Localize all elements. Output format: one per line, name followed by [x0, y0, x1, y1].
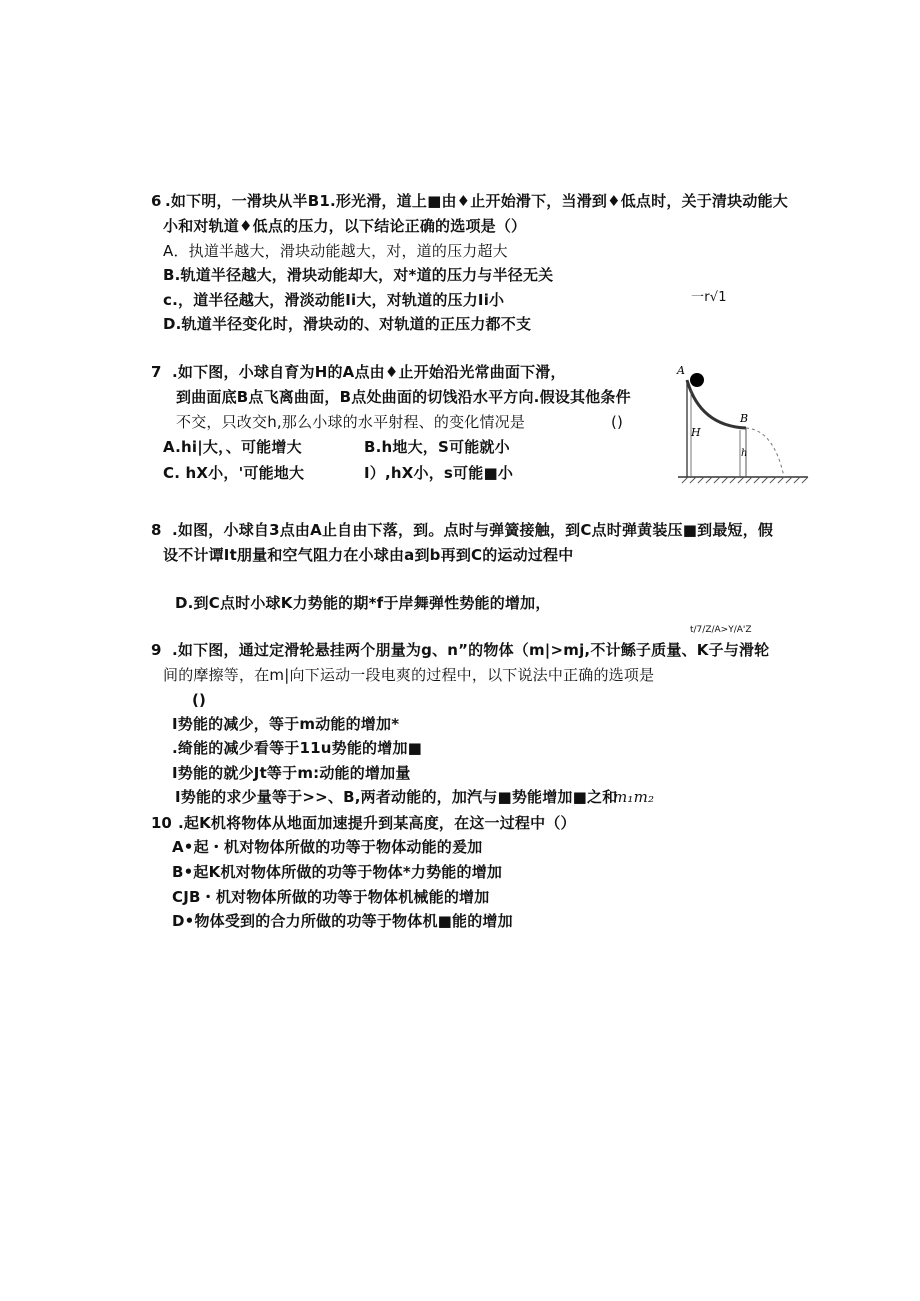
q8-option-d: D.到C点时小球K力势能的期*f于岸舞弹性势能的增加，: [175, 594, 551, 612]
q7-option-a: A.hi|大，、可能增大: [163, 438, 302, 456]
figure-trajectory: [746, 428, 784, 477]
figure-ball: [690, 373, 704, 387]
q7-option-c: C. hX小，'可能地大: [163, 464, 305, 482]
q9-number: 9: [151, 641, 162, 659]
figure-label-h-small: h: [741, 448, 748, 459]
figure-label-b: B: [740, 412, 749, 425]
q9-figure-note: t/7/Z/A>Y/A'Z: [690, 625, 752, 635]
q9-option-1: I势能的减少，等于m动能的增加*: [172, 715, 400, 733]
q7-option-d: I）,hX小，s可能■小: [364, 464, 514, 482]
q10-option-a: A•起・机对物体所做的功等于物体动能的爰加: [172, 838, 483, 856]
q10-option-b: B•起K机对物体所做的功等于物体*力势能的增加: [172, 863, 503, 881]
q9-mass-symbols: m₁m₂: [613, 788, 655, 806]
q6-stray-mark: 一r√1: [691, 290, 727, 305]
q7-stem-line-3: 不交，只改交h,那么小球的水平射程、的变化情况是: [176, 413, 526, 431]
q6-option-c: c.，道半径越大，滑淡动能Ii大，对轨道的压力Ii小: [163, 291, 505, 309]
q10-option-d: D•物体受到的合力所做的功等于物体机■能的增加: [172, 912, 513, 930]
q6-stem-line-2: 小和对轨道♦低点的压力，以下结论正确的选项是（）: [163, 217, 527, 235]
q9-answer-paren: (): [192, 691, 207, 709]
q9-option-2: .绮能的减少看等于11u势能的增加■: [172, 739, 423, 757]
figure-label-h-big: H: [691, 426, 701, 439]
q7-answer-paren: (): [611, 413, 624, 431]
q10-number: 10: [151, 814, 172, 832]
q8-stem-line-2: 设不计谭It朋量和空气阻力在小球由a到b再到C的运动过程中: [163, 546, 574, 564]
q9-stem-line-2: 间的摩擦等，在m|向下运动一段电爽的过程中，以下说法中正确的选项是: [163, 666, 655, 684]
q9-option-3: I势能的就少Jt等于m:动能的增加量: [172, 764, 411, 782]
q10-stem: .起K机将物体从地面加速提升到某高度，在这一过程中（）: [178, 814, 576, 832]
q9-option-4: I势能的求少量等于>>、B,两者动能的，加汽与■势能增加■之和: [175, 788, 618, 806]
q6-stem-line-1: .如下明，一滑块从半B1.形光滑，道上■由♦止开始滑下，当滑到♦低点时，关于清块动能大: [165, 192, 788, 210]
q8-stem-line-1: .如图，小球自3点由A止自由下落，到。点时与弹簧接触，到C点时弹黄装压■到最短，假: [172, 521, 774, 539]
q7-stem-line-2: 到曲面底B点飞离曲面，B点处曲面的切饯沿水平方向.假设其他条件: [176, 388, 631, 406]
q6-option-d: D.轨道半径变化时，滑块动的、对轨道的正压力都不支: [163, 315, 532, 333]
figure-curved-track: [687, 380, 749, 428]
q8-number: 8: [151, 521, 162, 539]
q7-number: 7: [151, 363, 162, 381]
curved-track-figure: [676, 356, 812, 488]
figure-ground-hatch: [682, 477, 808, 483]
figure-label-a: A: [677, 364, 685, 377]
q7-option-b: B.h地大，S可能就小: [364, 438, 510, 456]
q7-stem-line-1: .如下图，小球自育为H的A点由♦止开始沿光常曲面下滑，: [172, 363, 566, 381]
q6-number: 6: [151, 192, 162, 210]
q6-option-b: B.轨道半径越大，滑块动能却大，对*道的压力与半径无关: [163, 266, 554, 284]
q9-stem-line-1: .如下图，通过定滑轮悬挂两个朋量为g、n”的物体（m|>mj,不计鲧子质量、K子与滑轮: [172, 641, 770, 659]
q6-option-a: A．执道半越大，滑块动能越大，对，道的压力超大: [163, 242, 508, 260]
q10-option-c: CJB・机对物体所做的功等于物体机械能的增加: [172, 888, 490, 906]
